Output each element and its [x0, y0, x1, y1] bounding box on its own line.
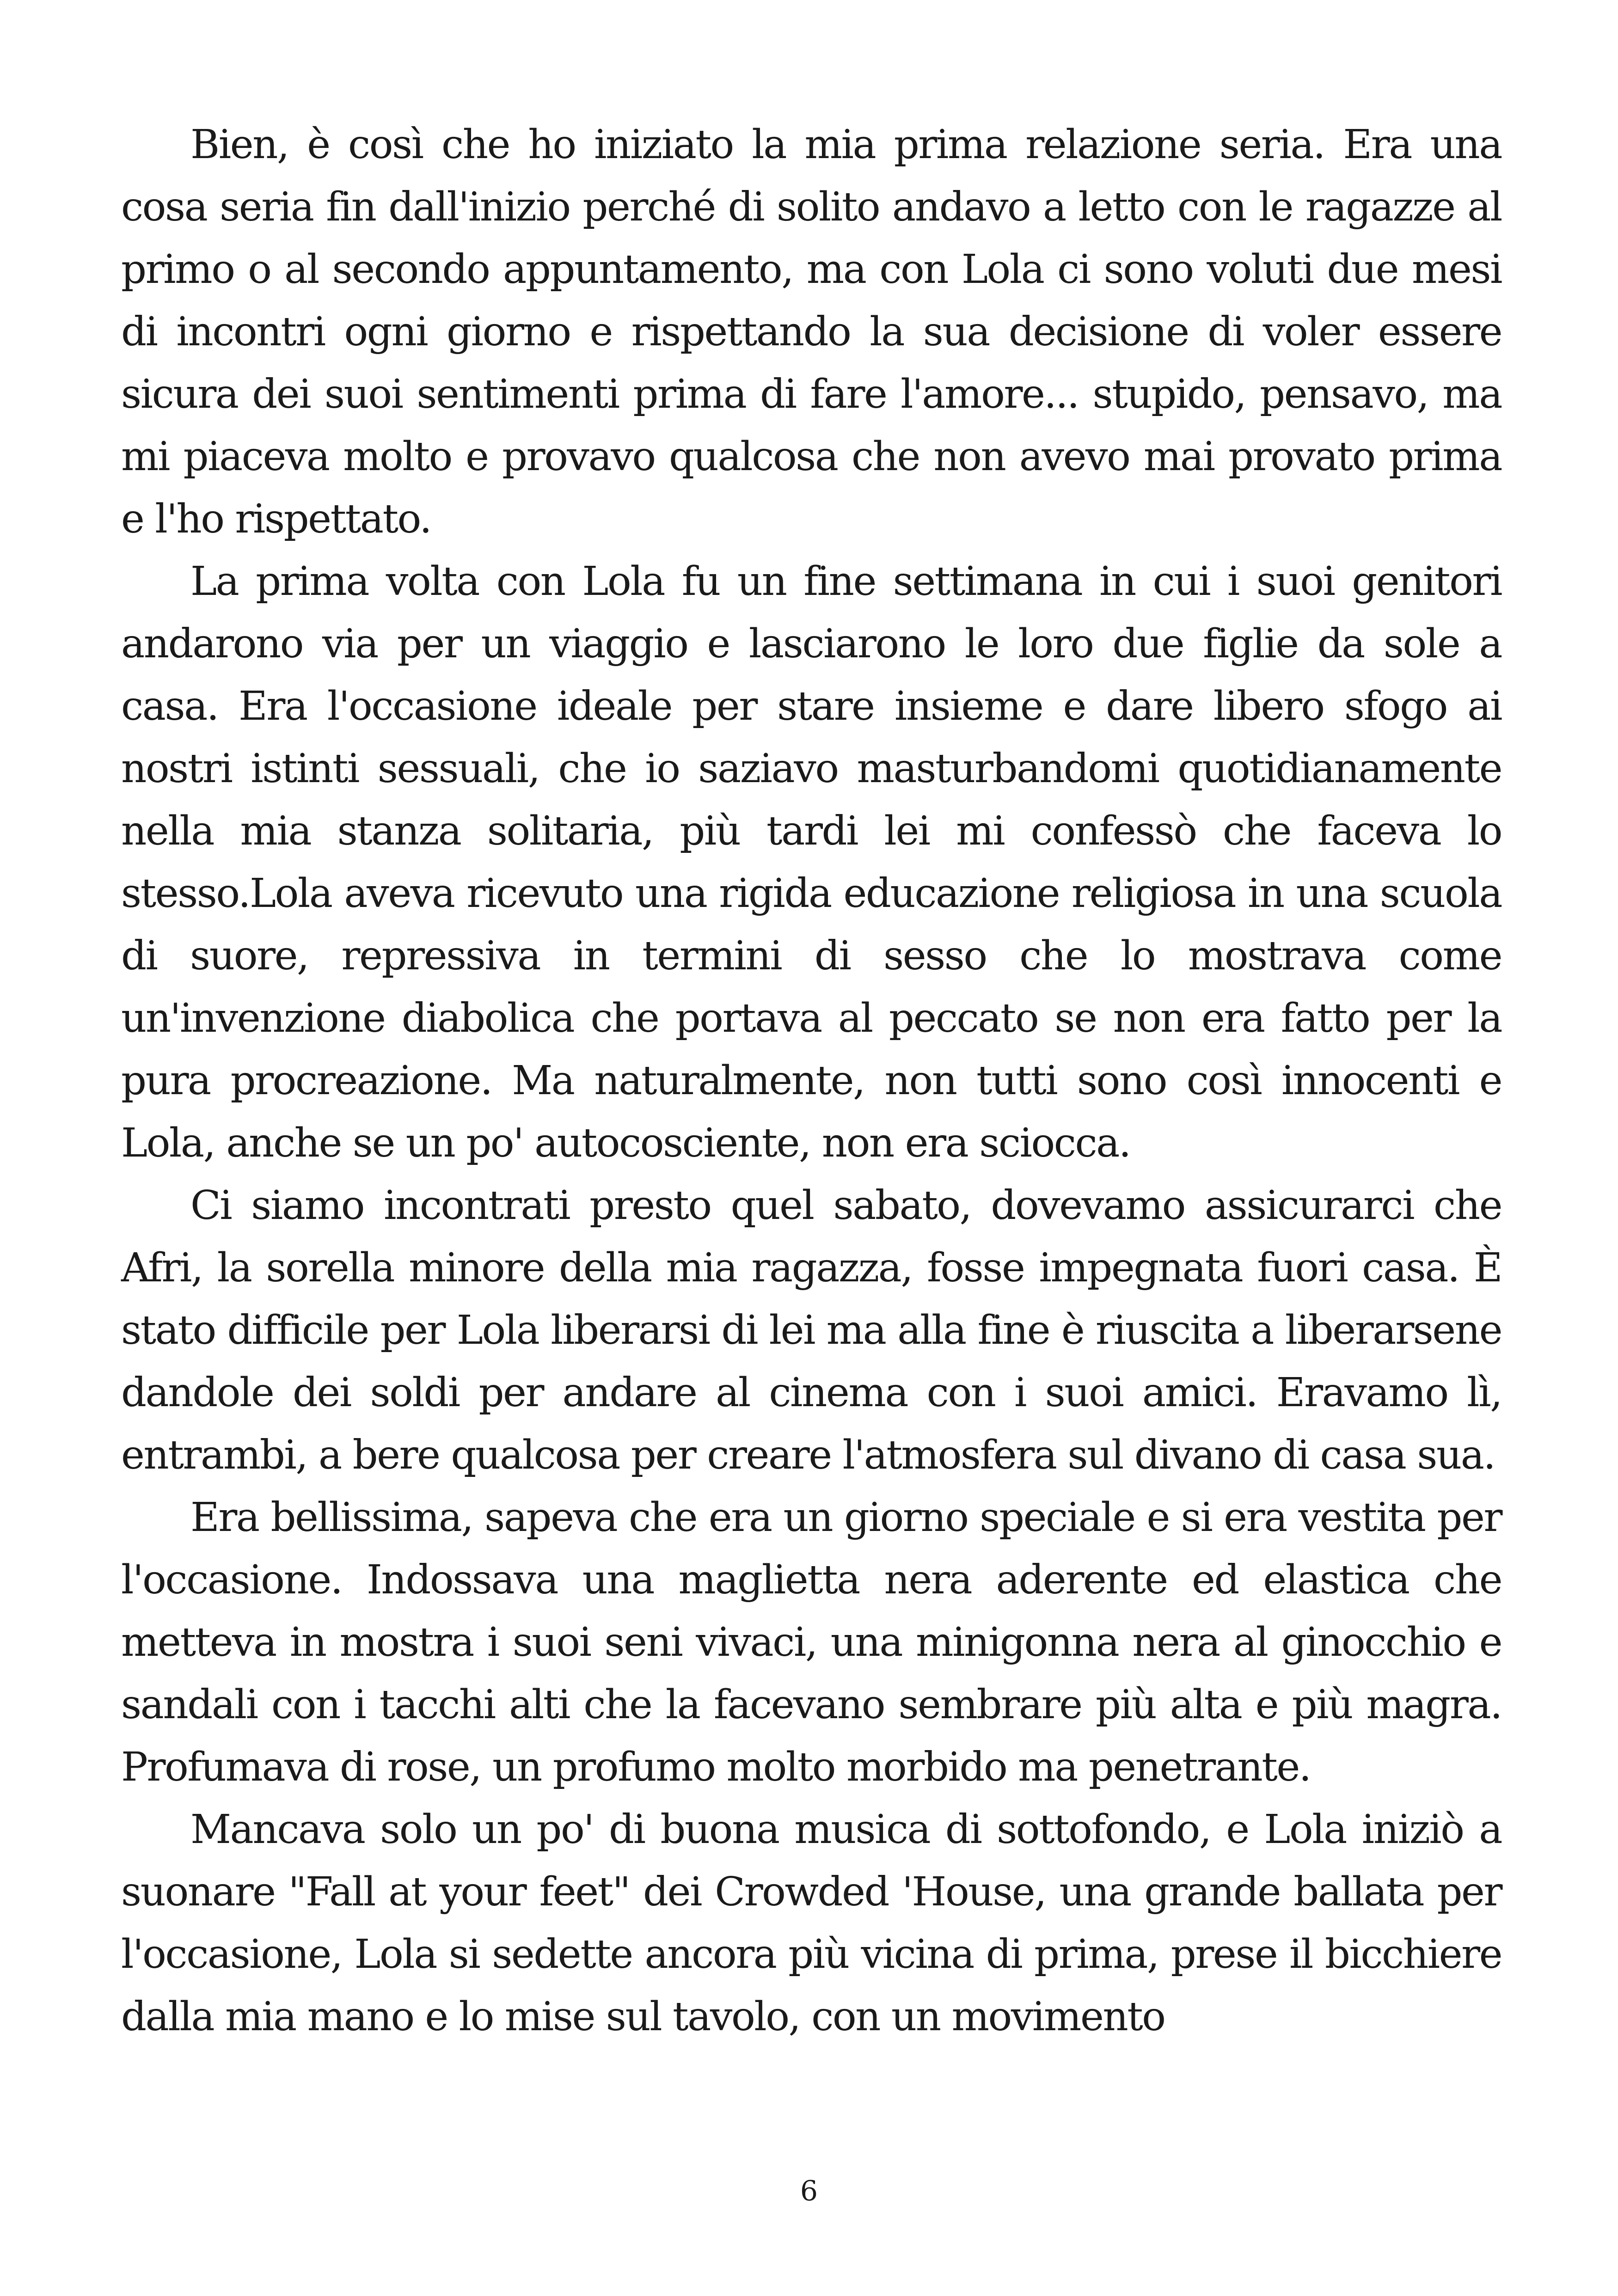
paragraph-2: La prima volta con Lola fu un fine settimana in cui i suoi genitori andarono via per un viaggio e lasciarono le loro due figlie da sole a casa. Era l'occasione ideale per stare insieme e dare libero sfogo ai nostri istinti sessuali, che io saziavo masturbandomi quotidianamente nella mia stanza solitaria, più tardi lei mi confessò che faceva lo stesso.Lola aveva ricevuto una rigida educazione religiosa in una scuola di suore, repressiva in termini di sesso che lo mostrava come un'invenzione diabolica che portava al peccato se non era fatto per la pura procreazione. Ma naturalmente, non tutti sono così innocenti e Lola, anche se un po' autocosciente, non era sciocca.	[121, 558, 1502, 1166]
paragraph-5: Mancava solo un po' di buona musica di sottofondo, e Lola iniziò a suonare "Fall at your feet" dei Crowded 'House, una grande ballata per l'occasione, Lola si sedette ancora più vicina di prima, prese il bicchiere dalla mia mano e lo mise sul tavolo, con un movimento	[121, 1806, 1502, 2040]
paragraph-4: Era bellissima, sapeva che era un giorno speciale e si era vestita per l'occasione. Indossava una maglietta nera aderente ed elastica che metteva in mostra i suoi seni vivaci, una minigonna nera al ginocchio e sandali con i tacchi alti che la facevano sembrare più alta e più magra. Profumava di rose, un profumo molto morbido ma penetrante.	[121, 1494, 1502, 1790]
paragraph-1: Bien, è così che ho iniziato la mia prima relazione seria. Era una cosa seria fin dall'inizio perché di solito andavo a letto con le ragazze al primo o al secondo appuntamento, ma con Lola ci sono voluti due mesi di incontri ogni giorno e rispettando la sua decisione di voler essere sicura dei suoi sentimenti prima di fare l'amore... stupido, pensavo, ma mi piaceva molto e provavo qualcosa che non avevo mai provato prima e l'ho rispettato.	[121, 122, 1502, 542]
paragraph-3: Ci siamo incontrati presto quel sabato, dovevamo assicurarci che Afri, la sorella minore della mia ragazza, fosse impegnata fuori casa. È stato difficile per Lola liberarsi di lei ma alla fine è riuscita a liberarsene dandole dei soldi per andare al cinema con i suoi amici. Eravamo lì, entrambi, a bere qualcosa per creare l'atmosfera sul divano di casa sua.	[121, 1182, 1502, 1478]
page-body	[121, 114, 1502, 2194]
page-number: 6	[800, 2175, 818, 2207]
